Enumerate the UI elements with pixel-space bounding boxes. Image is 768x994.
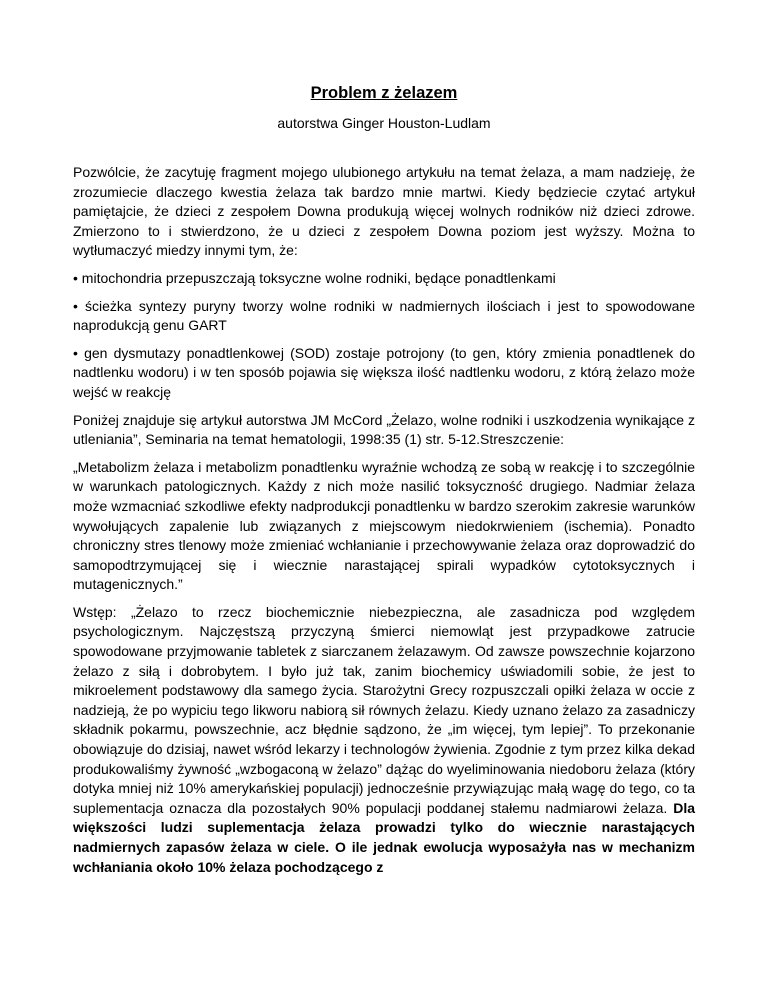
introduction-bold-text: Dla większości ludzi suplementacja żelaza prowadzi tylko do wiecznie narastających nadmiernych zapasów żelaza w ciele. O ile jednak ewolucja wyposażyła nas w mechanizm wchłaniania około 10% żelaza pochodzącego z: [73, 799, 696, 875]
introduction-text: Wstęp: „Żelazo to rzecz biochemicznie niebezpieczna, ale zasadnicza pod względem psychologicznym. Najczęstszą przyczyną śmierci niemowląt jest przypadkowe zatrucie spowodowane przyjmowanie tabletek z siarczanem żelazawym. Od zawsze powszechnie kojarzono żelazo z siłą i dobrobytem. I było już tak, zanim biochemicy uświadomili sobie, że jest to mikroelement podstawowy dla samego życia. Starożytni Grecy rozpuszczali opiłki żelaza w occie z nadzieją, że po wypiciu tego likworu nabiorą sił równych żelazu. Kiedy uznano żelazo za zasadniczy składnik pokarmu, powszechnie, acz błędnie sądzono, że „im więcej, tym lepiej”. To przekonanie obowiązuje do dzisiaj, nawet wśród lekarzy i technologów żywienia. Zgodnie z tym przez kilka dekad produkowaliśmy żywność „wzbogaconą w żelazo” dążąc do wyeliminowania niedoboru żelaza (który dotyka mniej niż 10% amerykańskiej populacji) jednocześnie przywiązując małą wagę do tego, co ta suplementacja oznacza dla pozostałych 90% populacji poddanej stałemu nadmiarowi żelaza.: [73, 603, 695, 816]
document-author: autorstwa Ginger Houston-Ludlam: [277, 115, 491, 131]
introduction-paragraph: [73, 603, 695, 877]
source-paragraph: Poniżej znajduje się artykuł autorstwa JM McCord „Żelazo, wolne rodniki i uszkodzenia wynikające z utleniania”, Seminaria na temat hematologii, 1998:35 (1) str. 5-12.Streszczenie:: [73, 411, 695, 448]
bullet-item: • gen dysmutazy ponadtlenkowej (SOD) zostaje potrojony (to gen, który zmienia ponadtlenek do nadtlenku wodoru) i w ten sposób pojawia się większa ilość nadtlenku wodoru, z którą żelazo może wejść w reakcję: [73, 344, 695, 403]
intro-paragraph: Pozwólcie, że zacytuję fragment mojego ulubionego artykułu na temat żelaza, a mam nadzieję, że zrozumiecie dlaczego kwestia żelaza tak bardzo mnie martwi. Kiedy będziecie czytać artykuł pamiętajcie, że dzieci z zespołem Downa produkują więcej wolnych rodników niż dzieci zdrowe. Zmierzono to i stwierdzono, że u dzieci z zespołem Downa poziom jest wyższy. Można to wytłumaczyć miedzy innymi tym, że:: [73, 164, 695, 259]
document-title: Problem z żelazem: [310, 84, 458, 102]
document-page: [73, 82, 695, 885]
document-body: [73, 163, 695, 877]
bullet-item: • ścieżka syntezy puryny tworzy wolne rodniki w nadmiernych ilościach i jest to spowodowane naprodukcją genu GART: [73, 297, 695, 336]
abstract-paragraph: „Metabolizm żelaza i metabolizm ponadtlenku wyraźnie wchodzą ze sobą w reakcję i to szczególnie w warunkach patologicznych. Każdy z nich może nasilić toksyczność drugiego. Nadmiar żelaza może wzmacniać szkodliwe efekty nadprodukcji ponadtlenku w bardzo szerokim zakresie warunków wywołujących zapalenie lub związanych z miejscowym niedokrwieniem (ischemia). Ponadto chroniczny stres tlenowy może zmieniać wchłanianie i przechowywanie żelaza oraz doprowadzić do samopodtrzymującej się i wiecznie narastającej spirali wypadków cytotoksycznych i mutagenicznych.”: [73, 458, 695, 593]
bullet-item: • mitochondria przepuszczają toksyczne wolne rodniki, będące ponadtlenkami: [73, 269, 695, 289]
